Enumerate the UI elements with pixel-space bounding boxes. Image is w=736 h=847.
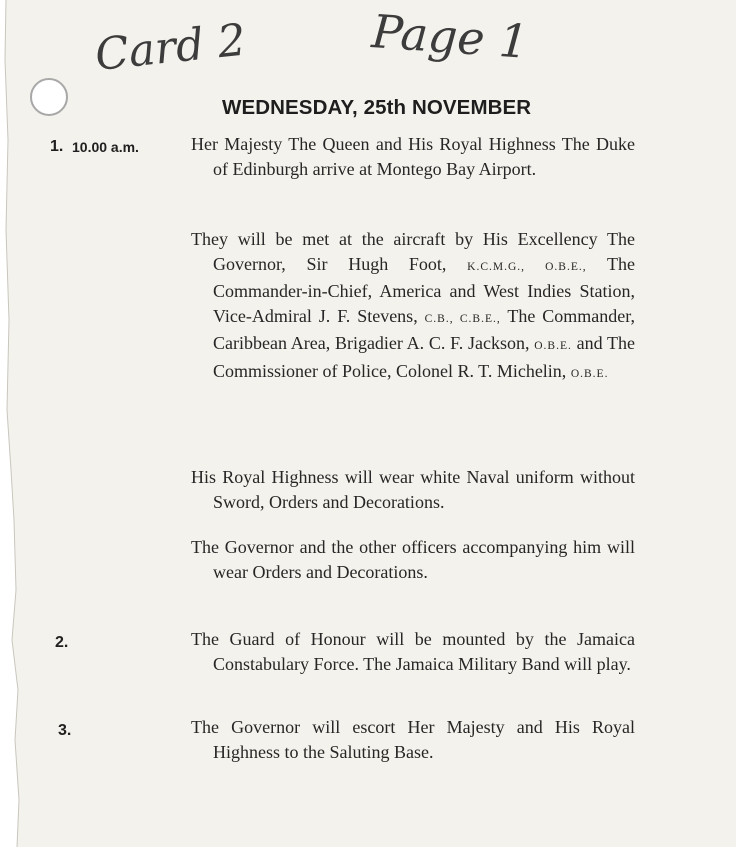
handwritten-page-note: Page 1 [370,4,531,69]
torn-left-edge [0,0,22,847]
item-number: 2. [55,634,69,651]
paragraph-arrival: Her Majesty The Queen and His Royal Highness The Duke of Edinburgh arrive at Montego Bay Airport. [191,134,635,179]
item-number: 3. [58,722,72,739]
paragraph-uniform: His Royal Highness will wear white Naval uniform without Sword, Orders and Decorations. [191,467,635,512]
item-number: 1. [50,138,64,155]
paragraph-governor-dress: The Governor and the other officers accompanying him will wear Orders and Decorations. [191,537,635,582]
punch-hole [30,78,68,116]
page-heading: WEDNESDAY, 25th NOVEMBER [222,96,532,119]
item-time: 10.00 a.m. [72,139,139,155]
paragraph-guard-of-honour: The Guard of Honour will be mounted by the Jamaica Constabulary Force. The Jamaica Military Band will play. [191,629,635,674]
handwritten-card-note: Card 2 [92,14,249,81]
paragraph-reception: They will be met at the aircraft by His Excellency The Governor, Sir Hugh Foot, K.C.M.G., O.B.E., The Commander-in-Chief, America and West Indies Station, Vice-Admiral J. F. Stevens, C.B., C.B.E., The Commander, Caribbean Area, Brigadier A. C. F. Jackson, O.B.E. and The Commissioner of Police, Colonel R. T. Michelin, O.B.E. [191,229,635,381]
paragraph-saluting-base: The Governor will escort Her Majesty and His Royal Highness to the Saluting Base. [191,717,635,762]
